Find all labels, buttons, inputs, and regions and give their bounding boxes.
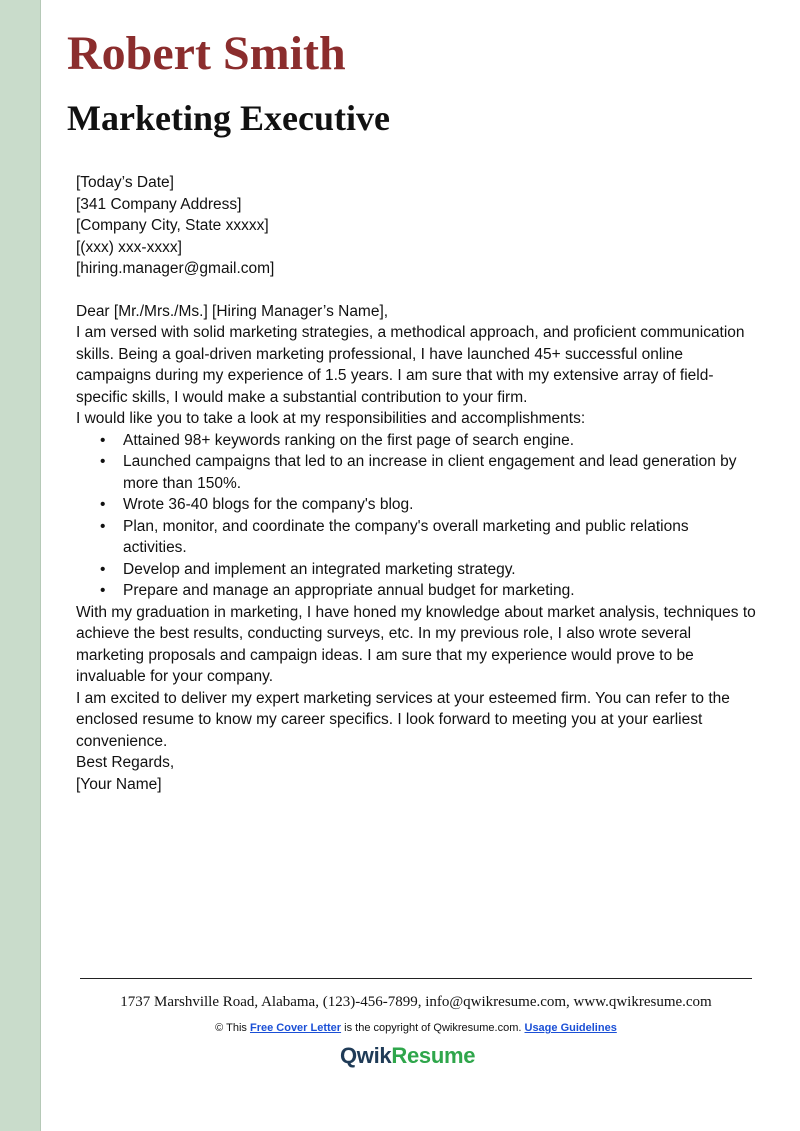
logo-part-qwik: Qwik bbox=[340, 1043, 392, 1068]
applicant-name: Robert Smith bbox=[67, 27, 346, 80]
footer-contact: 1737 Marshville Road, Alabama, (123)-456-7899, info@qwikresume.com, www.qwikresume.com bbox=[120, 994, 712, 1010]
recipient-phone: [(xxx) xxx-xxxx] bbox=[76, 238, 182, 256]
intro-paragraph: I am versed with solid marketing strategies, a methodical approach, and proficient communication skills. Being a goal-driven marketing professional, I have launched 45+ successful online campaigns during my experience of 1.5 years. I am sure that with my extensive array of field-specific skills, I would make a substantial contribution to your firm. bbox=[76, 324, 745, 406]
list-intro: I would like you to take a look at my responsibilities and accomplishments: bbox=[76, 410, 586, 427]
recipient-city-state: [Company City, State xxxxx] bbox=[76, 217, 269, 234]
salutation: Dear [Mr./Mrs./Ms.] [Hiring Manager’s Name], bbox=[76, 302, 389, 320]
decorative-sidebar bbox=[0, 0, 41, 1131]
list-item: • Prepare and manage an appropriate annual budget for marketing. bbox=[76, 580, 756, 602]
copyright-middle: is the copyright of Qwikresume.com. bbox=[344, 1022, 522, 1034]
job-title: Marketing Executive bbox=[67, 98, 390, 138]
closing: Best Regards, bbox=[76, 754, 175, 771]
free-cover-letter-link[interactable]: Free Cover Letter bbox=[249, 1022, 342, 1034]
copyright-notice bbox=[80, 1022, 752, 1034]
recipient-email: [hiring.manager@gmail.com] bbox=[76, 260, 275, 277]
footer-divider bbox=[80, 978, 752, 979]
letter-date: [Today’s Date] bbox=[76, 174, 174, 191]
list-item: • Wrote 36-40 blogs for the company's blog. bbox=[76, 494, 756, 516]
copyright-prefix: © This bbox=[215, 1022, 247, 1034]
usage-guidelines-link[interactable]: Usage Guidelines bbox=[524, 1022, 617, 1034]
logo-part-resume: Resume bbox=[391, 1043, 476, 1068]
list-item: • Develop and implement an integrated marketing strategy. bbox=[76, 559, 756, 581]
list-item: • Launched campaigns that led to an increase in client engagement and lead generation by more than 150%. bbox=[76, 451, 756, 494]
recipient-address: [341 Company Address] bbox=[76, 195, 242, 213]
letter-body bbox=[76, 172, 756, 795]
qwikresume-logo[interactable] bbox=[340, 1043, 475, 1069]
body-paragraph-2: With my graduation in marketing, I have honed my knowledge about market analysis, techniques to achieve the best results, conducting surveys, etc. In my previous role, I also wrote several marketing proposals and campaign ideas. I am sure that my experience would prove to be invaluable for your company. bbox=[76, 603, 756, 685]
list-item: • Plan, monitor, and coordinate the company's overall marketing and public relations activities. bbox=[76, 516, 756, 559]
recipient-address-block bbox=[76, 194, 756, 280]
signature-placeholder: [Your Name] bbox=[76, 775, 162, 793]
body-paragraph-3: I am excited to deliver my expert marketing services at your esteemed firm. You can refer to the enclosed resume to know my career specifics. I look forward to meeting you at your earliest convenience. bbox=[76, 689, 730, 750]
list-item: • Attained 98+ keywords ranking on the first page of search engine. bbox=[76, 430, 756, 452]
accomplishments-list bbox=[76, 430, 756, 602]
